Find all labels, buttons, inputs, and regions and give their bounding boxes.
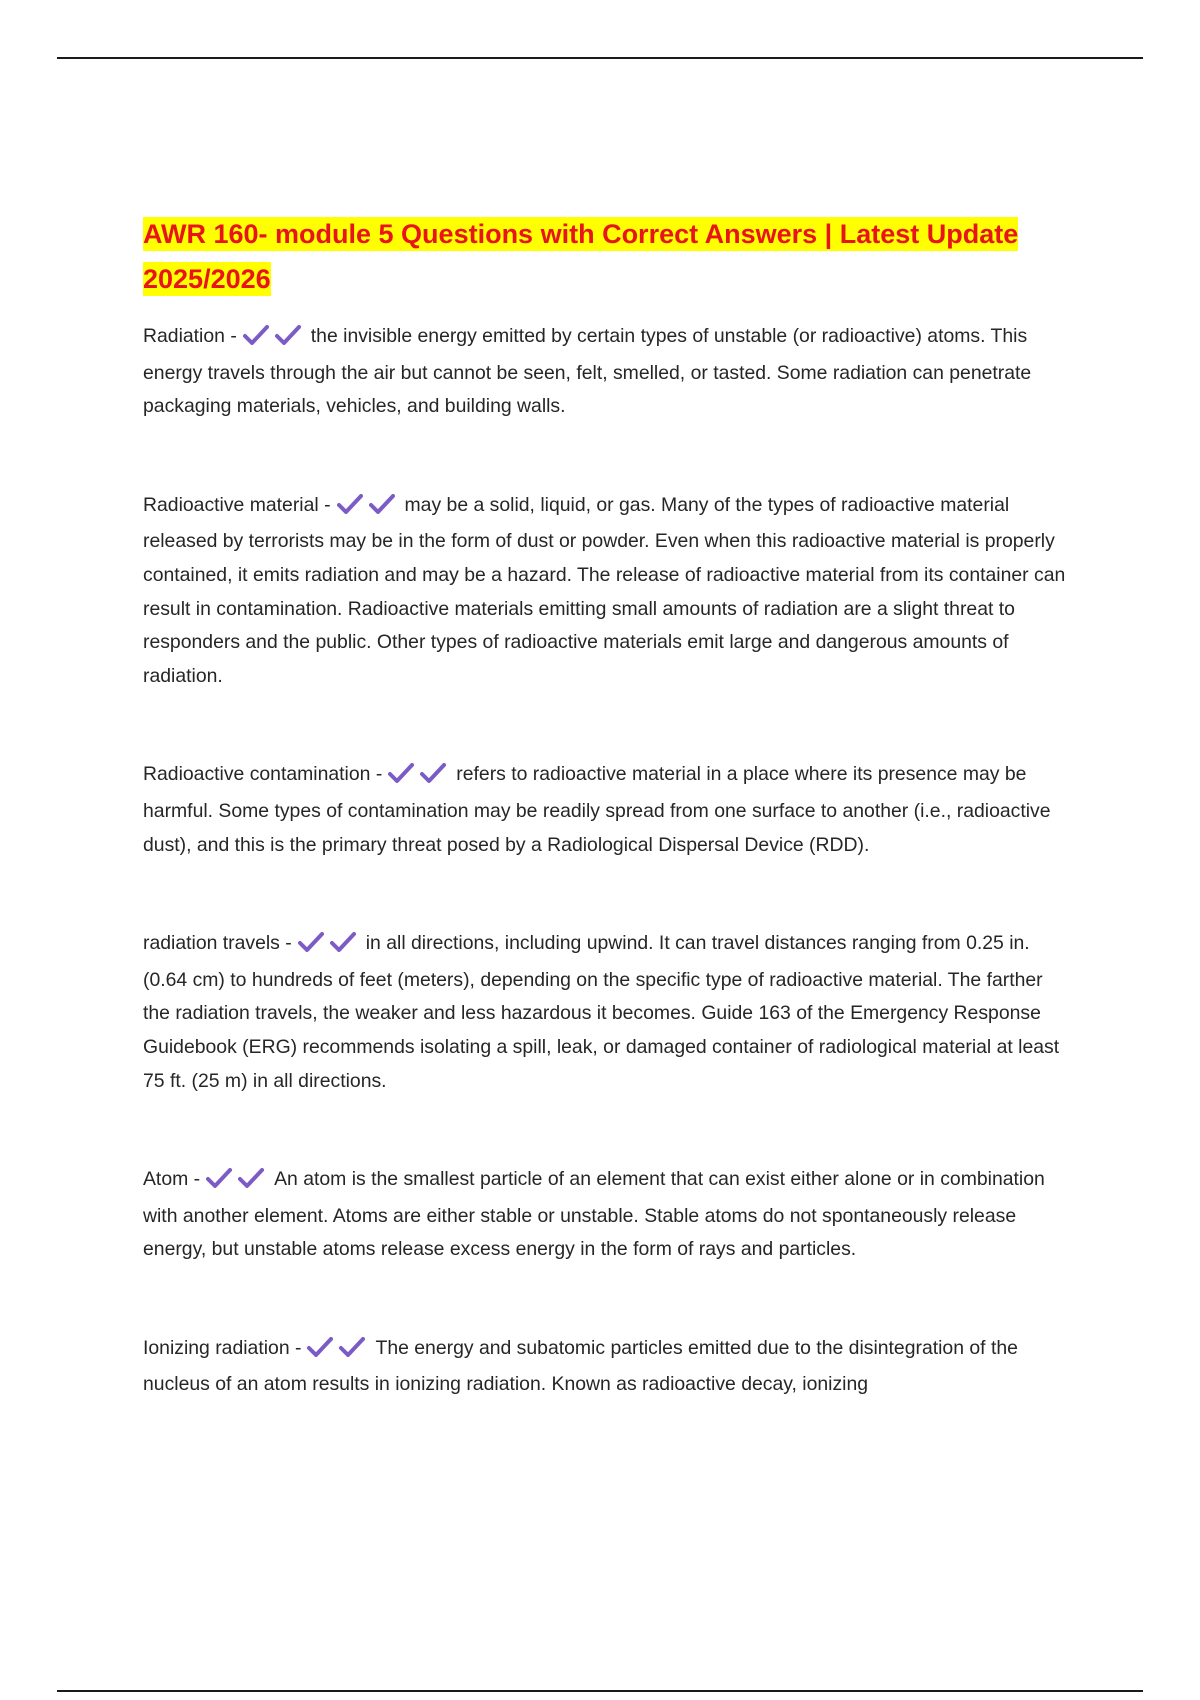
entry-definition: may be a solid, liquid, or gas. Many of the types of radioactive material released by terrorists may be in the form of dust or powder. Even when this radioactive material is properly contained, it emits radiation and may be a hazard. The release of radioactive material from its container can result in contamination. Radioactive materials emitting small amounts of radiation are a slight threat to responders and the public. Other types of radioactive materials emit large and dangerous amounts of radiation. bbox=[143, 493, 1066, 687]
entry-term: Radioactive contamination bbox=[143, 763, 371, 786]
entry-separator: - bbox=[193, 1168, 201, 1191]
check-icon bbox=[307, 1337, 333, 1357]
entry-term: radiation travels bbox=[143, 932, 280, 955]
double-check-icons bbox=[388, 761, 452, 795]
title-highlight: AWR 160- module 5 Questions with Correct Answers | Latest Update 2025/2026 bbox=[143, 219, 1019, 294]
qa-entry-radiation-travels bbox=[143, 927, 1068, 1098]
check-icon bbox=[298, 932, 324, 952]
check-icon bbox=[369, 494, 395, 514]
bottom-rule bbox=[57, 1690, 1143, 1692]
check-icon bbox=[243, 325, 269, 345]
entry-term: Ionizing radiation bbox=[143, 1336, 290, 1359]
entry-separator: - bbox=[230, 325, 237, 347]
entry-definition: the invisible energy emitted by certain types of unstable (or radioactive) atoms. This energy travels through the air but cannot be seen, felt, smelled, or tasted. Some radiation can penetrate packaging materials, vehicles, and building walls. bbox=[143, 325, 1032, 418]
qa-entry-radiation bbox=[143, 320, 1068, 424]
entry-definition: refers to radioactive material in a place where its presence may be harmful. Some types of contamination may be readily spread from one surface to another (i.e., radioactive dust), and this is the primary threat posed by a Radiological Dispersal Device (RDD). bbox=[143, 763, 1051, 856]
entry-definition: The energy and subatomic particles emitted due to the disintegration of the nucleus of an atom results in ionizing radiation. Known as radioactive decay, ionizing bbox=[143, 1336, 1018, 1396]
double-check-icons bbox=[307, 1335, 371, 1369]
double-check-icons bbox=[243, 323, 307, 357]
check-icon bbox=[420, 763, 446, 783]
check-icon bbox=[330, 932, 356, 952]
entry-separator: - bbox=[295, 1336, 302, 1359]
double-check-icons bbox=[298, 930, 362, 964]
document-body bbox=[143, 212, 1068, 1402]
qa-entry-ionizing-radiation bbox=[143, 1332, 1068, 1402]
qa-entry-atom bbox=[143, 1163, 1068, 1267]
entry-separator: - bbox=[285, 932, 292, 955]
double-check-icons bbox=[337, 492, 401, 526]
check-icon bbox=[206, 1168, 232, 1188]
document-title bbox=[143, 212, 1068, 302]
check-icon bbox=[337, 494, 363, 514]
entry-separator: - bbox=[324, 493, 331, 516]
entry-term: Radiation bbox=[143, 325, 225, 347]
double-check-icons bbox=[206, 1166, 270, 1200]
top-rule bbox=[57, 57, 1143, 59]
qa-entry-radioactive-contamination bbox=[143, 758, 1068, 862]
check-icon bbox=[339, 1337, 365, 1357]
check-icon bbox=[275, 325, 301, 345]
check-icon bbox=[388, 763, 414, 783]
entry-separator: - bbox=[375, 763, 383, 786]
entry-definition: in all directions, including upwind. It can travel distances ranging from 0.25 in. (0.64 cm) to hundreds of feet (meters), depending on the specific type of radioactive material. The farther the radiation travels, the weaker and less hazardous it becomes. Guide 163 of the Emergency Response Guidebook (ERG) recommends isolating a spill, leak, or damaged container of radiological material at least 75 ft. (25 m) in all directions. bbox=[143, 932, 1060, 1092]
qa-entry-radioactive-material bbox=[143, 489, 1068, 694]
entry-term: Radioactive material bbox=[143, 493, 319, 516]
entry-term: Atom bbox=[143, 1168, 189, 1191]
entry-definition: An atom is the smallest particle of an element that can exist either alone or in combination with another element. Atoms are either stable or unstable. Stable atoms do not spontaneously release energy, but unstable atoms release excess energy in the form of rays and particles. bbox=[143, 1168, 1045, 1261]
check-icon bbox=[238, 1168, 264, 1188]
